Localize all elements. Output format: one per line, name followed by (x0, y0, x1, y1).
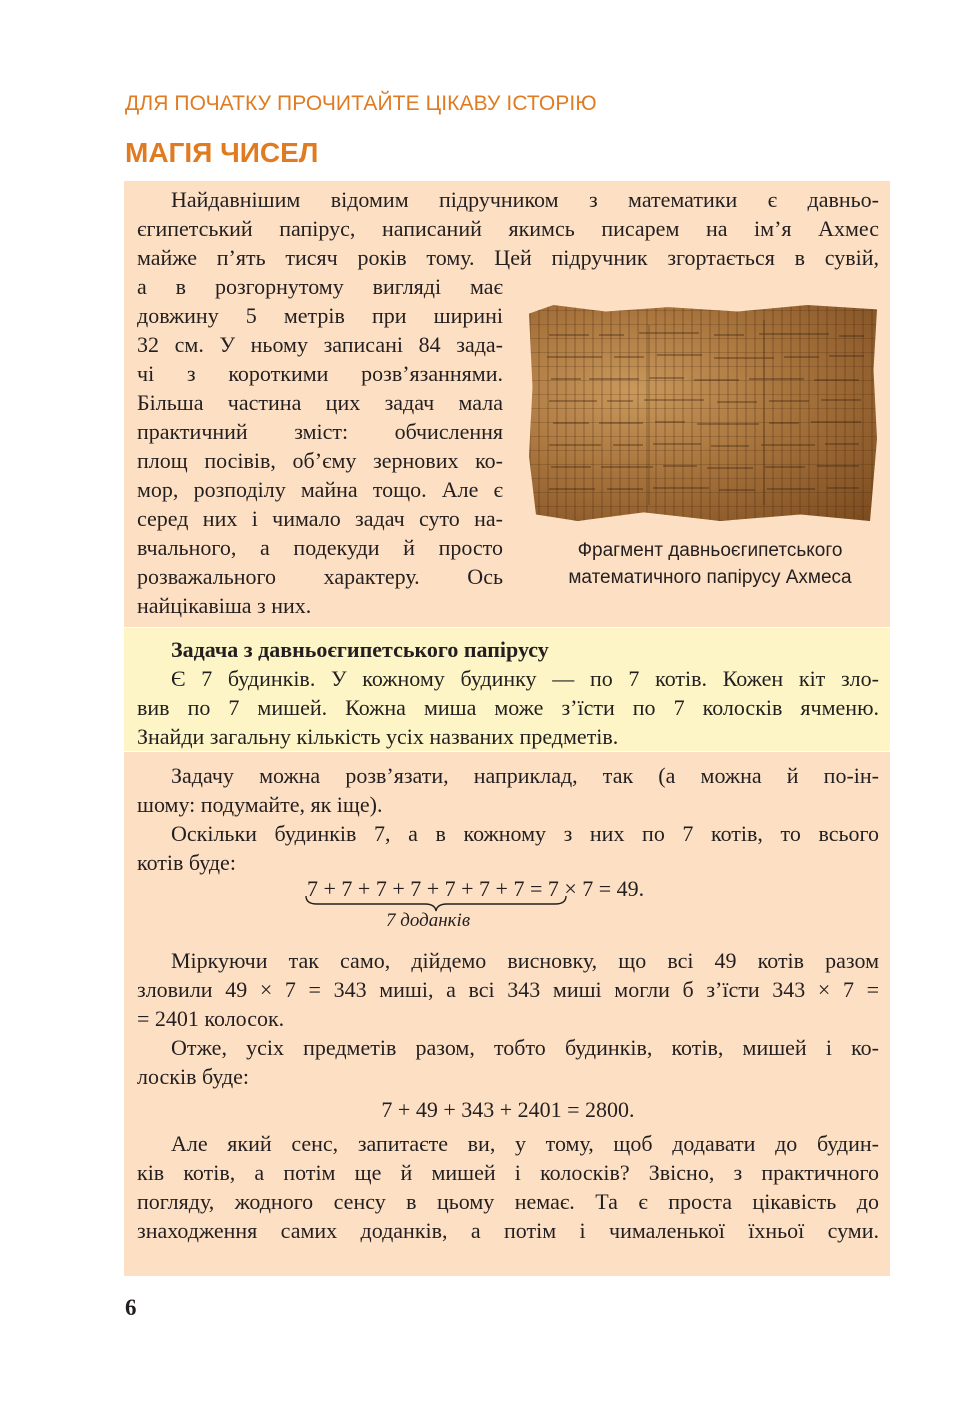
intro-col-line: найцікавіша з них. (137, 593, 312, 618)
intro-line: майже п’ять тисяч років тому. Цей підручник згортається в сувій, (137, 245, 879, 270)
intro-line: Найдавнішим відомим підручником з математики є давньо- (171, 187, 879, 212)
intro-col-line: серед них і чимало задач суто на- (137, 506, 503, 531)
equation-total: 7 + 49 + 343 + 2401 = 2800. (381, 1097, 635, 1122)
underbrace-label: 7 доданків (386, 910, 471, 931)
solution-line: Задачу можна розв’язати, наприклад, так (а можна й по-ін- (171, 763, 879, 788)
problem-line: Є 7 будинків. У кожному будинку — по 7 котів. Кожен кіт зло- (171, 666, 879, 691)
intro-col-line: площ посівів, об’єму зернових ко- (137, 448, 503, 473)
equation-result: = 7 × 7 = 49. (524, 876, 645, 901)
solution-line: Оскільки будинків 7, а в кожному з них по 7 котів, то всього (171, 821, 879, 846)
solution-line: шому: подумайте, як іще). (137, 792, 383, 817)
papyrus-image (529, 305, 877, 521)
solution-line: погляду, жодного сенсу в цьому немає. Та є проста цікавість до (137, 1189, 879, 1214)
intro-col-line: чі з короткими розв’язаннями. (137, 361, 503, 386)
section-kicker: ДЛЯ ПОЧАТКУ ПРОЧИТАЙТЕ ЦІКАВУ ІСТОРІЮ (125, 92, 597, 115)
intro-col-line: вчального, а подекуди й просто (137, 535, 503, 560)
figure-caption: Фрагмент давньоєгипетського (577, 540, 843, 561)
intro-col-line: довжину 5 метрів при ширині (137, 303, 503, 328)
intro-col-line: практичний зміст: обчислення (137, 419, 503, 444)
intro-col-line: а в розгорнутому вигляді має (137, 274, 503, 299)
problem-line: Знайди загальну кількість усіх названих предметів. (137, 724, 619, 749)
intro-col-line: Більша частина цих задач мала (137, 390, 503, 415)
equation-sum: 7 + 7 + 7 + 7 + 7 + 7 + 7 (307, 876, 525, 901)
solution-line: зловили 49 × 7 = 343 миші, а всі 343 миші могли б з’їсти 343 × 7 = (137, 977, 879, 1002)
figure-caption: математичного папірусу Ахмеса (568, 567, 852, 588)
solution-line: лосків буде: (137, 1064, 250, 1089)
page-title: МАГІЯ ЧИСЕЛ (125, 137, 319, 168)
solution-line: = 2401 колосок. (137, 1006, 285, 1031)
intro-col-line: розважального характеру. Ось (137, 564, 503, 589)
solution-line: ків котів, а потім ще й мишей і колосків? Звісно, з практичного (137, 1160, 879, 1185)
solution-line: Отже, усіх предметів разом, тобто будинків, котів, мишей і ко- (171, 1035, 879, 1060)
intro-line: єгипетський папірус, написаний якимсь писарем на ім’я Ахмес (137, 216, 879, 241)
solution-line: Міркуючи так само, дійдемо висновку, що всі 49 котів разом (171, 948, 879, 973)
intro-col-line: мор, розподілу майна тощо. Але є (137, 477, 503, 502)
intro-col-line: 32 см. У ньому записані 84 зада- (137, 332, 503, 357)
solution-line: Але який сенс, запитаєте ви, у тому, щоб додавати до будин- (171, 1131, 879, 1156)
solution-line: котів буде: (137, 850, 236, 875)
problem-line: вив по 7 мишей. Кожна миша може з’їсти по 7 колосків ячменю. (137, 695, 879, 720)
solution-line: знаходження самих доданків, а потім і чималенької їхньої суми. (137, 1218, 879, 1243)
page-number: 6 (125, 1295, 137, 1320)
problem-title: Задача з давньоєгипетського папірусу (171, 637, 549, 662)
